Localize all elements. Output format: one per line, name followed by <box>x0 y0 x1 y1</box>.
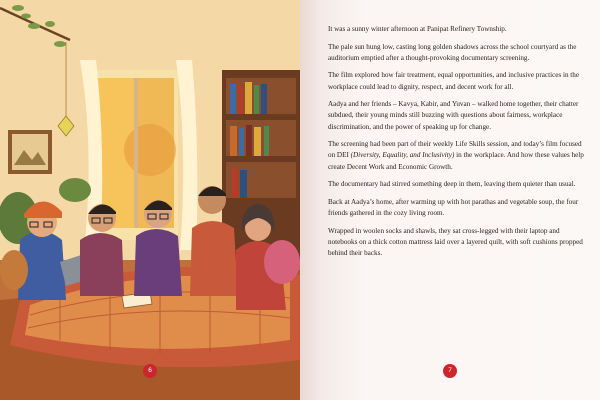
paragraph: The film explored how fair treatment, equal opportunities, and inclusive practices in the workplace could lead to dignity, respect, and decent work for all. <box>328 71 580 91</box>
paragraph-text: The screening had been part of their weekly Life Skills session, and today’s film focused on DEI <box>328 140 582 160</box>
paragraph: The pale sun hung low, casting long golden shadows across the school courtyard as the auditorium emptied after a thought-provoking documentary screening. <box>328 42 577 62</box>
dei-expansion: (Diversity, Equality, and Inclusivity) <box>350 151 455 160</box>
page-number-right: 7 <box>443 364 457 378</box>
story-text <box>328 24 590 266</box>
paragraph-text: in the workplace. And how these values help create Decent Work and Economic Growth. <box>328 151 584 171</box>
paragraph: Back at Aadya’s home, after warming up with hot parathas and vegetable soup, the four friends gathered in the cozy living room. <box>328 197 579 217</box>
paragraph: Aadya and her friends – Kavya, Kabir, and Yuvan – walked home together, their chatter subdued, their young minds still buzzing with questions about fairness, workplace discrimination, and the power of speaking up for change. <box>328 100 579 131</box>
paragraph: The documentary had stirred something deep in them, leaving them quieter than usual. <box>328 180 576 189</box>
paragraph: Wrapped in woolen socks and shawls, they sat cross-legged with their laptop and notebooks on a thick cotton mattress laid over a layered quilt, with soft cushions propped behind their backs. <box>328 226 583 257</box>
page-number-left: 6 <box>143 364 157 378</box>
paragraph <box>328 139 590 173</box>
paragraph: It was a sunny winter afternoon at Panipat Refinery Township. <box>328 25 507 33</box>
right-page <box>300 0 600 400</box>
